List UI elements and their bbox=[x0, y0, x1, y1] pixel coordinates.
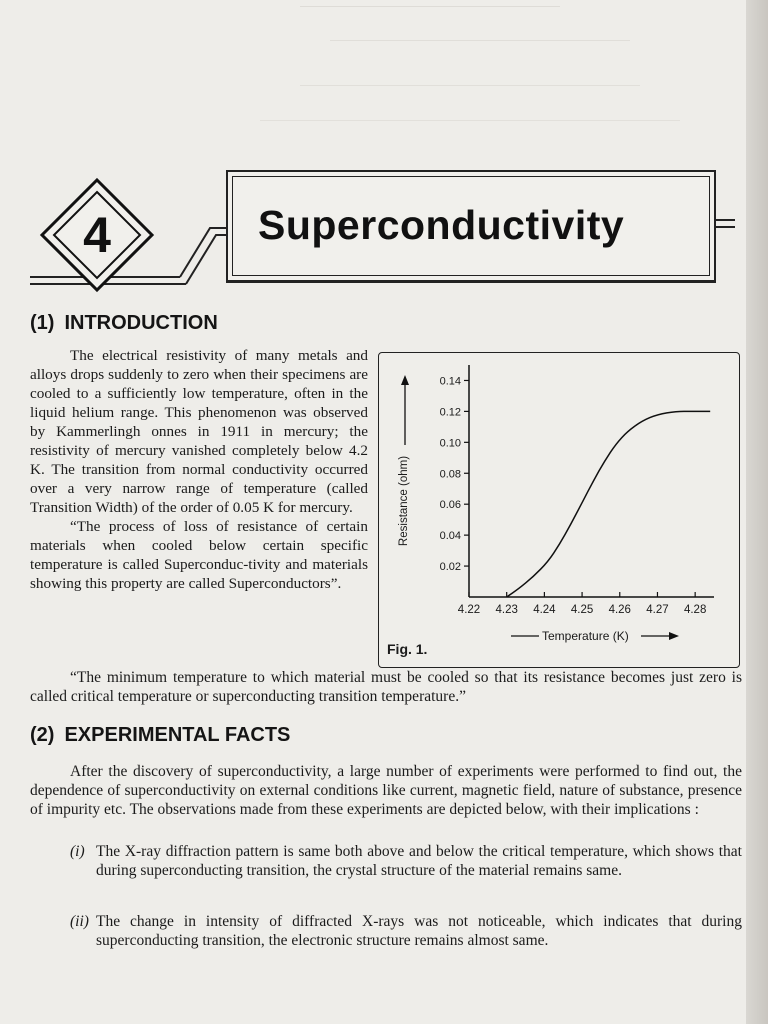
intro-paragraph-2: “The process of loss of resistance of certain materials when cooled below certain specific temperature is called Superconduc-tivity and materials showing this property are called Superconductors”. bbox=[30, 518, 368, 592]
list-item-text: The X-ray diffraction pattern is same both above and below the critical temperature, which shows that during superconducting transition, the crystal structure of the material remains same. bbox=[96, 843, 742, 879]
intro-heading-number: (1) bbox=[30, 312, 55, 334]
critical-temperature-definition bbox=[30, 668, 742, 706]
chapter-title-banner bbox=[226, 170, 716, 282]
y-axis-arrow-head bbox=[401, 375, 409, 385]
x-tick-label: 4.27 bbox=[646, 604, 669, 616]
x-tick-label: 4.25 bbox=[570, 604, 594, 616]
figure-caption: Fig. 1. bbox=[387, 641, 428, 657]
intro-heading-text: INTRODUCTION bbox=[64, 312, 218, 334]
resistance-temperature-chart bbox=[379, 353, 741, 669]
y-axis-label: Resistance (ohm) bbox=[398, 455, 410, 547]
y-tick-label: 0.10 bbox=[439, 437, 461, 450]
intro-column-text bbox=[30, 346, 368, 593]
chapter-number-badge bbox=[38, 176, 156, 294]
list-item-text: The change in intensity of diffracted X-rays was not noticeable, which indicates that during superconducting transition, the electronic structure remains almost same. bbox=[96, 913, 742, 949]
y-tick-label: 0.12 bbox=[439, 406, 461, 419]
y-tick-label: 0.08 bbox=[439, 468, 461, 481]
experimental-paragraph-1: After the discovery of superconductivity, a large number of experiments were performed to find out, the dependence of superconductivity on external conditions like current, magnetic field, nature of substance, presence of impurity etc. The observations made from these experiments are depicted below, with their implications : bbox=[30, 763, 742, 818]
y-tick-label: 0.04 bbox=[439, 530, 461, 543]
x-tick-label: 4.28 bbox=[683, 604, 707, 616]
experimental-heading bbox=[30, 724, 290, 747]
x-axis-arrow-head bbox=[669, 632, 679, 640]
list-item bbox=[70, 912, 742, 950]
x-tick-label: 4.24 bbox=[533, 604, 556, 616]
list-item-marker: (ii) bbox=[70, 913, 89, 930]
x-tick-label: 4.22 bbox=[457, 604, 481, 616]
series-line-0 bbox=[507, 411, 711, 597]
list-item-marker: (i) bbox=[70, 843, 85, 860]
x-tick-label: 4.26 bbox=[608, 604, 631, 616]
y-tick-label: 0.06 bbox=[439, 499, 461, 512]
experimental-heading-number: (2) bbox=[30, 724, 55, 746]
y-tick-label: 0.02 bbox=[439, 561, 461, 574]
y-tick-label: 0.14 bbox=[439, 375, 461, 388]
list-item bbox=[70, 842, 742, 880]
intro-paragraph-3: “The minimum temperature to which material must be cooled so that its resistance becomes just zero is called critical temperature or superconducting transition temperature.” bbox=[30, 669, 742, 705]
chapter-number: 4 bbox=[83, 207, 111, 263]
experimental-heading-text: EXPERIMENTAL FACTS bbox=[64, 724, 291, 746]
experimental-intro-text bbox=[30, 762, 742, 819]
chapter-title: Superconductivity bbox=[258, 202, 625, 248]
figure-1 bbox=[378, 352, 740, 668]
x-axis-label: Temperature (K) bbox=[542, 629, 629, 643]
x-tick-label: 4.23 bbox=[495, 604, 518, 616]
intro-paragraph-1: The electrical resistivity of many metals and alloys drops suddenly to zero when their specimens are cooled to a sufficiently low temperature, often in the liquid helium range. This phenomenon was observed by Kammerlingh onnes in 1911 in mercury; the resistivity of mercury vanished completely below 4.2 K. The transition from normal conductivity occurred over a very narrow range of temperature (called Transition Width) of the order of 0.05 K for mercury. bbox=[30, 347, 368, 516]
intro-heading bbox=[30, 312, 218, 335]
